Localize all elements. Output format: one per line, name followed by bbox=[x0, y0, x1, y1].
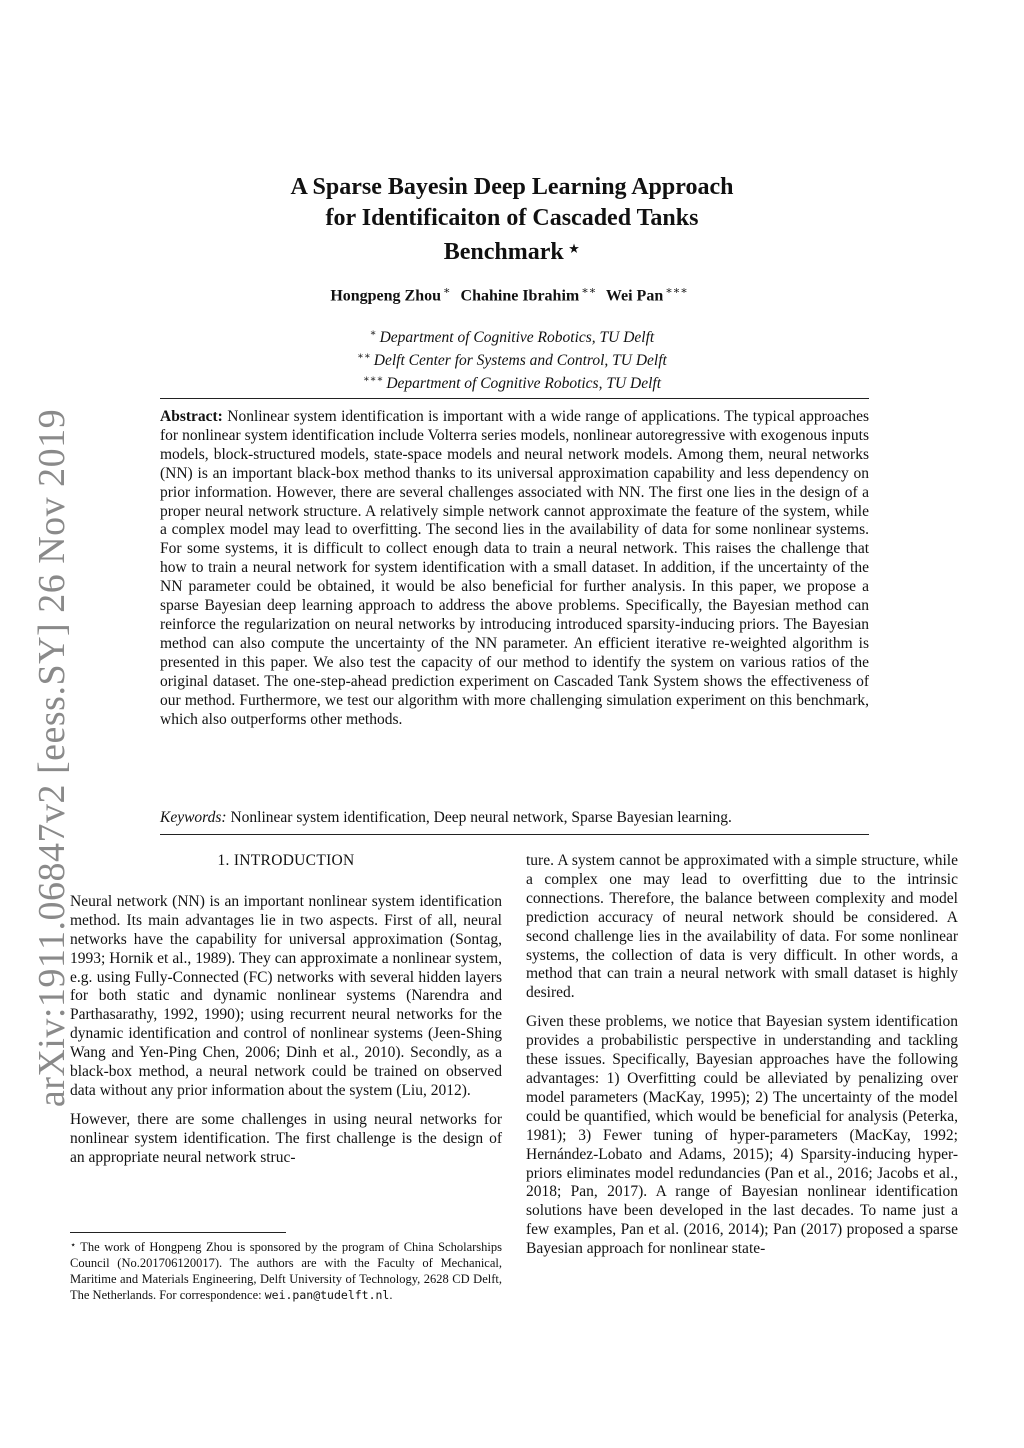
arxiv-identifier: arXiv:1911.06847v2 [eess.SY] 26 Nov 2019 bbox=[31, 408, 73, 1108]
affiliation-line bbox=[150, 370, 874, 393]
footnote bbox=[70, 1238, 502, 1303]
keywords-label: Keywords: bbox=[160, 809, 227, 826]
paper-title bbox=[150, 172, 874, 268]
author-mark: ∗ bbox=[443, 285, 451, 297]
title-line-1: A Sparse Bayesin Deep Learning Approach bbox=[290, 174, 734, 200]
paragraph: However, there are some challenges in using neural networks for nonlinear system identification. The first challenge is the design of an appropriate neural network struc- bbox=[70, 1110, 502, 1166]
footnote-rule bbox=[70, 1232, 286, 1233]
author-list bbox=[150, 284, 874, 305]
section-heading-introduction: 1. INTRODUCTION bbox=[217, 852, 355, 869]
affiliation-mark: ∗ bbox=[369, 328, 377, 339]
keywords-text: Nonlinear system identification, Deep neural network, Sparse Bayesian learning. bbox=[230, 809, 732, 826]
affiliation-text: Department of Cognitive Robotics, TU Delft bbox=[379, 329, 655, 347]
affiliation-mark: ∗∗ bbox=[357, 351, 371, 363]
affiliation-text: Delft Center for Systems and Control, TU Delft bbox=[373, 352, 667, 370]
footnote-text: The work of Hongpeng Zhou is sponsored by the program of China Scholarships Council (No.201706120017). The authors are with the Faculty of Mechanical, Maritime and Materials Engineering, Delft University of Technology, 2628 CD Delft, The Netherlands. For correspondence: bbox=[70, 1240, 502, 1302]
author-mark: ∗∗∗ bbox=[665, 285, 688, 297]
abstract-top-rule bbox=[160, 398, 869, 399]
abstract-text: Nonlinear system identification is important with a wide range of applications. The typical approaches for nonlinear system identification include Volterra series models, nonlinear autoregressive with exogenous inputs models, block-structured models, state-space models and neural network models. Among them, neural networks (NN) is an important black-box method thanks to its universal approximation capability and less dependency on prior information. However, there are several challenges associated with NN. The first one lies in the design of a proper neural network structure. A relatively simple network cannot approximate the feature of the system, while a complex model may lead to overfitting. The second lies in the availability of data for some nonlinear systems. For some systems, it is difficult to collect enough data to train a neural network. This raises the challenge that how to train a neural network for system identification with a small dataset. In addition, if the uncertainty of the NN parameter could be obtained, it would be also beneficial for further analysis. In this paper, we propose a sparse Bayesian deep learning approach to address the above problems. Specifically, the Bayesian method can reinforce the regularization on neural networks by introducing introduced sparsity-inducing priors. The Bayesian method can also compute the uncertainty of the NN parameter. An efficient iterative re-weighted algorithm is presented in this paper. We also test the capacity of our method to identify the system on various ratios of the original dataset. The one-step-ahead prediction experiment on Cascaded Tank System shows the effectiveness of our method. Furthermore, we test our algorithm with more challenging simulation experiment on this benchmark, which also outperforms other methods. bbox=[160, 408, 870, 728]
title-line-3-text: Benchmark bbox=[443, 239, 564, 265]
keywords bbox=[160, 809, 869, 827]
footnote-end: . bbox=[389, 1288, 393, 1302]
affiliation-text: Department of Cognitive Robotics, TU Delft bbox=[386, 375, 662, 393]
right-column bbox=[526, 852, 958, 1269]
title-line-2: for Identificaiton of Cascaded Tanks bbox=[325, 205, 699, 231]
abstract bbox=[160, 408, 869, 729]
affiliation-mark: ∗∗∗ bbox=[362, 374, 384, 386]
author-name: Wei Pan bbox=[605, 287, 664, 305]
paragraph: Given these problems, we notice that Bayesian system identification provides a probabilistic perspective in understanding and tackling these issues. Specifically, Bayesian approaches have the following advantages: 1) Overfitting could be alleviated by penalizing over model parameters (MacKay, 1995); 2) The uncertainty of the model could be quantified, which would be beneficial for analysis (Peterka, 1981); 3) Fewer tuning of hyper-parameters (MacKay, 1992; Hernández-Lobato and Adams, 2015); 4) Sparsity-inducing hyper-priors eliminates model redundancies (Pan et al., 2016; Jacobs et al., 2018; Pan, 2017). A range of Bayesian nonlinear identification solutions have been developed in the last decades. To name just a few examples, Pan et al. (2016, 2014); Pan (2017) proposed a sparse Bayesian approach for nonlinear state- bbox=[526, 1013, 958, 1258]
author-mark: ∗∗ bbox=[581, 285, 597, 297]
affiliation-line bbox=[150, 324, 874, 347]
footnote-mark: ⋆ bbox=[70, 1240, 77, 1251]
affiliation-list bbox=[150, 324, 874, 393]
left-column bbox=[70, 852, 502, 1178]
paragraph: Neural network (NN) is an important nonlinear system identification method. Its main advantages lie in two aspects. First of all, neural networks have the capability for universal approximation (Sontag, 1993; Hornik et al., 1989). They can approximate a nonlinear system, e.g. using Fully-Connected (FC) networks with several hidden layers for both static and dynamic nonlinear systems (Narendra and Parthasarathy, 1992, 1990); using recurrent neural networks for the dynamic identification and control of nonlinear systems (Jeen-Shing Wang and Yen-Ping Chen, 2006; Dinh et al., 2010). Secondly, as a black-box method, a neural network could be trained on observed data without any prior information about the system (Liu, 2012). bbox=[70, 892, 502, 1099]
title-star-footnote-mark: ⋆ bbox=[567, 238, 581, 260]
abstract-label: Abstract: bbox=[160, 408, 223, 425]
correspondence-email[interactable]: wei.pan@tudelft.nl bbox=[264, 1288, 390, 1302]
affiliation-line bbox=[150, 347, 874, 370]
keywords-bottom-rule bbox=[160, 834, 869, 835]
author-name: Chahine Ibrahim bbox=[460, 287, 580, 305]
paragraph: ture. A system cannot be approximated with a simple structure, while a complex one may lead to overfitting due to the intrinsic connections. Therefore, the balance between complexity and model prediction accuracy of neural network should be considered. A second challenge lies in the availability of data. For some nonlinear systems, the collection of data is very difficult. In other words, a method that can train a neural network with small dataset is highly desired. bbox=[526, 852, 958, 1002]
author-name: Hongpeng Zhou bbox=[330, 287, 442, 305]
title-line-3 bbox=[150, 234, 874, 268]
